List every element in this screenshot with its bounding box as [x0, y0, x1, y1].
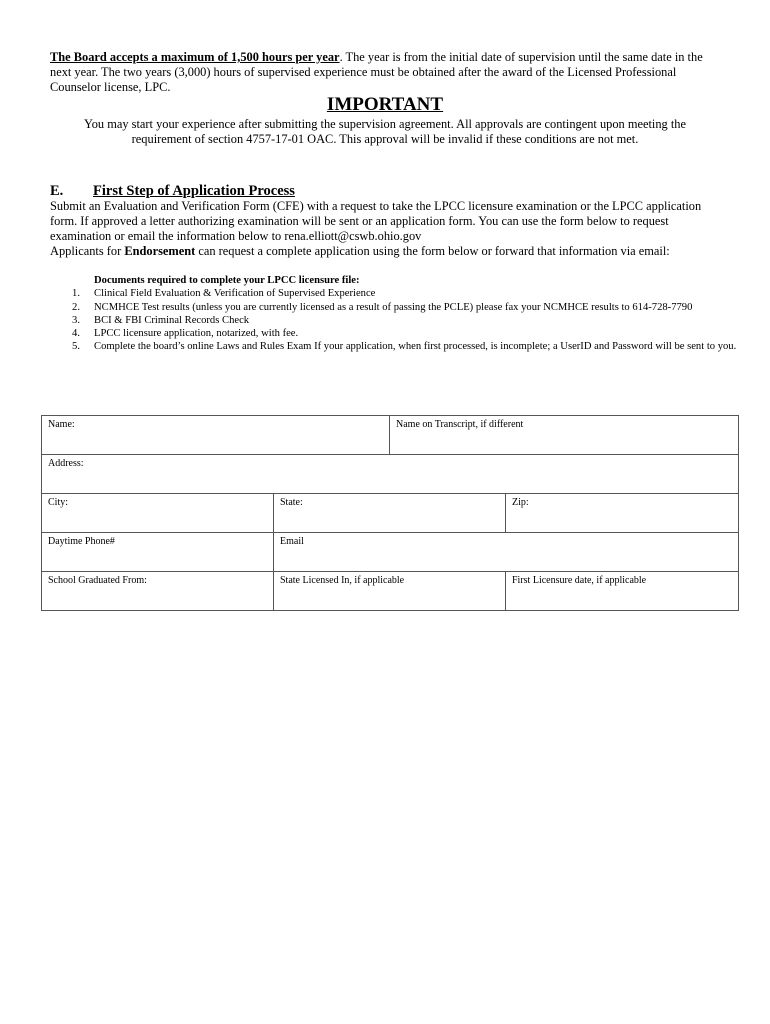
phone-label: Daytime Phone# [48, 536, 115, 547]
section-e-paragraph: Submit an Evaluation and Verification Form (CFE) with a request to take the LPCC licensure examination or the LPCC application form. If approved a letter authorizing examination will be sent or an application form. You can use the form below to request examination or email the information below to rena.elliott@cswb.ohio.gov [50, 199, 702, 243]
city-label: City: [48, 497, 69, 508]
email-label: Email [280, 536, 304, 547]
list-item-text: BCI & FBI Criminal Records Check [94, 314, 250, 326]
list-item [50, 287, 745, 300]
city-field[interactable] [42, 494, 274, 533]
list-item-number: 5. [72, 341, 80, 353]
first-licensure-field[interactable] [506, 572, 739, 611]
transcript-name-field[interactable] [390, 416, 739, 455]
endorsement-pre: Applicants for [50, 244, 125, 258]
phone-field[interactable] [42, 533, 274, 572]
form-row-address [42, 455, 739, 494]
endorsement-post: can request a complete application using the form below or forward that information via email: [195, 244, 670, 258]
application-form [41, 415, 739, 611]
max-hours-lead: The Board accepts a maximum of 1,500 hours per year [50, 50, 340, 64]
list-item-text: LPCC licensure application, notarized, with fee. [94, 328, 299, 340]
intro-paragraph [50, 50, 722, 95]
section-title: First Step of Application Process [93, 183, 295, 199]
name-field[interactable] [42, 416, 390, 455]
state-licensed-label: State Licensed In, if applicable [280, 575, 405, 586]
documents-heading: Documents required to complete your LPCC licensure file: [94, 275, 360, 286]
school-label: School Graduated From: [48, 575, 147, 586]
zip-label: Zip: [512, 497, 529, 508]
list-item-number: 3. [72, 314, 80, 326]
first-licensure-label: First Licensure date, if applicable [512, 575, 647, 586]
form-row-phone [42, 533, 739, 572]
list-item-number: 4. [72, 328, 80, 340]
state-label: State: [280, 497, 303, 508]
intro-rest: . The year is from the initial date of supervision until the same date in the next year. The two years (3,000) hours of supervised experience must be obtained after the award of the Licensed Professional Counselor license, LPC. [50, 50, 703, 94]
list-item-number: 1. [72, 288, 80, 300]
school-field[interactable] [42, 572, 274, 611]
state-licensed-field[interactable] [274, 572, 506, 611]
name-label: Name: [48, 419, 75, 430]
state-field[interactable] [274, 494, 506, 533]
list-item [50, 301, 745, 314]
form-row-name [42, 416, 739, 455]
zip-field[interactable] [506, 494, 739, 533]
section-letter: E. [50, 183, 64, 199]
list-item-text: Clinical Field Evaluation & Verification of Supervised Experience [94, 288, 376, 300]
transcript-name-label: Name on Transcript, if different [396, 419, 524, 430]
list-item-number: 2. [72, 301, 80, 313]
important-note: You may start your experience after submitting the supervision agreement. All approvals are contingent upon meeting the requirement of section 4757-17-01 OAC. This approval will be invalid if these conditions are not met. [84, 117, 686, 146]
list-item [50, 340, 745, 353]
list-item-text: NCMHCE Test results (unless you are currently licensed as a result of passing the PCLE) please fax your NCMHCE results to 614-728-7790 [94, 301, 693, 313]
section-e-heading [50, 182, 295, 200]
list-item [50, 327, 745, 340]
email-field[interactable] [274, 533, 739, 572]
address-label: Address: [48, 458, 84, 469]
form-row-school [42, 572, 739, 611]
list-item [50, 314, 745, 327]
documents-list [50, 274, 745, 354]
endorsement-paragraph [50, 244, 722, 259]
form-row-city [42, 494, 739, 533]
important-heading: IMPORTANT [326, 94, 444, 115]
address-field[interactable] [42, 455, 739, 494]
endorsement-bold: Endorsement [124, 244, 196, 258]
list-item-text: Complete the board’s online Laws and Rules Exam If your application, when first processed, is incomplete; a UserID and Password will be sent to you. [94, 341, 737, 353]
